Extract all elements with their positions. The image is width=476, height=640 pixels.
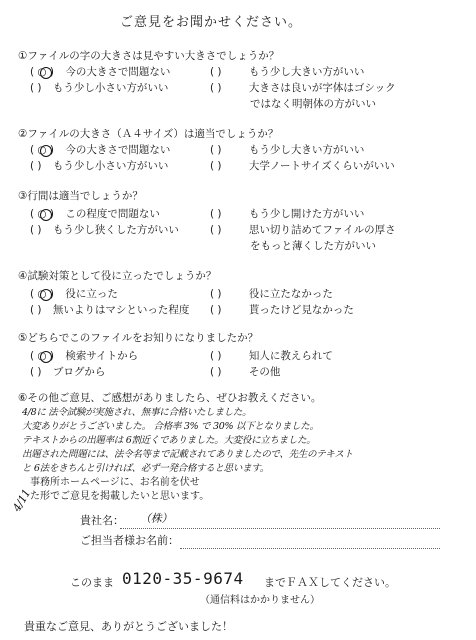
form-title: ご意見をお聞かせください。 xyxy=(120,15,303,30)
handwritten-line-1: 4/8に 法令試験が実施され、無事に合格いたしました。 xyxy=(22,407,252,418)
q3-option-3-box: ( ) xyxy=(30,224,42,236)
q4-option-4-label: 貰ったけど見なかった xyxy=(248,304,354,316)
q2-option-2[interactable] xyxy=(210,144,364,157)
handwritten-line-4: 出題された問題には、法令名等まで記載されてありましたので、先生のテキスト xyxy=(22,449,353,460)
q2-option-4-label: 大学ノートサイズくらいがいい xyxy=(248,160,395,172)
fax-note: （通信料はかかりません） xyxy=(200,595,320,606)
q3-option-2-box: ( ) xyxy=(210,208,222,220)
q3-option-4-line-2: をもっと薄くした方がいい xyxy=(250,240,376,252)
q2-selected-mark xyxy=(40,145,52,157)
thanks: 貴重なご意見、ありがとうございました！ xyxy=(24,620,233,633)
staff-label: ご担当者様お名前： xyxy=(80,534,179,547)
q5-option-4[interactable] xyxy=(210,366,280,379)
q3-selected-mark xyxy=(40,209,52,221)
q4-option-4[interactable] xyxy=(210,304,354,317)
fax-number: 0120-35-9674 xyxy=(122,569,244,588)
question-3: ③行間は適当でしょうか？ xyxy=(18,190,143,202)
q3-option-4[interactable] xyxy=(210,224,396,237)
handwritten-date: 4/11 xyxy=(10,487,34,514)
q5-option-3[interactable] xyxy=(30,366,105,379)
q3-option-3-label: もう少し狭くした方がいい xyxy=(52,224,179,236)
q5-option-3-label: ブログから xyxy=(52,366,106,378)
q4-option-3-label: 無いよりはマシといった程度 xyxy=(52,304,190,316)
q3-option-1-label: この程度で問題ない xyxy=(65,208,160,220)
q5-selected-mark xyxy=(40,351,52,363)
q2-option-3-label: もう少し小さい方がいい xyxy=(52,160,169,172)
question-1: ①ファイルの字の大きさは見やすい大きさでしょうか？ xyxy=(18,50,280,62)
q2-option-1-label: 今の大きさで問題ない xyxy=(65,144,171,156)
q2-option-4[interactable] xyxy=(210,160,395,173)
q3-option-2[interactable] xyxy=(210,208,364,221)
q1-option-2-label: もう少し大きい方がいい xyxy=(248,66,365,78)
q5-option-4-label: その他 xyxy=(248,366,281,378)
q4-option-3-box: ( ) xyxy=(30,304,42,316)
q1-option-3-box: ( ) xyxy=(30,82,42,94)
staff-line xyxy=(180,548,440,549)
q5-option-1-label: 検索サイトから xyxy=(65,350,139,362)
fax-suffix: までＦＡＸしてください。 xyxy=(264,576,396,589)
q1-option-1-box: ( ○ ) xyxy=(30,66,55,78)
q4-selected-mark xyxy=(40,289,52,301)
q4-option-3[interactable] xyxy=(30,304,189,317)
q2-option-1-box: ( ○ ) xyxy=(30,144,55,156)
q4-option-1-box: ( ○ ) xyxy=(30,288,55,300)
q2-option-4-box: ( ) xyxy=(210,160,222,172)
q2-option-3-box: ( ) xyxy=(30,160,42,172)
publication-note-2: た形でご意見を掲載したいと思います。 xyxy=(30,491,210,502)
name-label: 貴社名： xyxy=(80,514,124,527)
q5-option-1-box: ( ○ ) xyxy=(30,350,55,362)
q3-option-4-box: ( ) xyxy=(210,224,222,236)
question-5: ⑤どちらでこのファイルをお知りになりましたか？ xyxy=(18,332,259,344)
q1-option-4-label: 大きさは良いが字体はゴシック xyxy=(248,82,396,94)
q5-option-2-label: 知人に教えられて xyxy=(248,350,333,362)
name-value[interactable]: （株） xyxy=(140,512,173,525)
q5-option-3-box: ( ) xyxy=(30,366,42,378)
name-line xyxy=(120,528,440,529)
question-6: ⑥その他ご意見、ご感想がありましたら、ぜひお教えください。 xyxy=(18,392,322,404)
q4-option-2[interactable] xyxy=(210,288,333,301)
q5-option-2-box: ( ) xyxy=(210,350,222,362)
fax-prefix: このまま xyxy=(70,576,114,589)
q2-option-3[interactable] xyxy=(30,160,168,173)
q3-option-3[interactable] xyxy=(30,224,179,237)
q4-option-2-box: ( ) xyxy=(210,288,222,300)
q5-option-4-box: ( ) xyxy=(210,366,222,378)
q1-option-1-label: 今の大きさで問題ない xyxy=(65,66,171,78)
q5-option-2[interactable] xyxy=(210,350,333,363)
q1-option-4-line-2: ではなく明朝体の方がいい xyxy=(250,98,376,110)
q1-option-3[interactable] xyxy=(30,82,168,95)
q2-option-2-label: もう少し大きい方がいい xyxy=(248,144,365,156)
q4-option-2-label: 役に立たなかった xyxy=(248,288,333,300)
publication-note-1: 事務所ホームページに、お名前を伏せ xyxy=(30,477,200,488)
q3-option-1-box: ( ○ ) xyxy=(30,208,55,220)
q2-option-2-box: ( ) xyxy=(210,144,222,156)
q3-option-2-label: もう少し開けた方がいい xyxy=(248,208,365,220)
question-2: ②ファイルの大きさ（Ａ４サイズ）は適当でしょうか？ xyxy=(18,128,279,140)
handwritten-line-2: 大変ありがとうございました。 合格率 3% で 30% 以下となりました。 xyxy=(22,421,319,432)
q1-option-2[interactable] xyxy=(210,66,364,79)
q4-option-4-box: ( ) xyxy=(210,304,222,316)
q4-option-1-label: 役に立った xyxy=(65,288,118,300)
handwritten-line-3: テキストからの出題率は 6割近くでありました。大変役に立ちました。 xyxy=(22,435,316,446)
q1-option-3-label: もう少し小さい方がいい xyxy=(52,82,169,94)
handwritten-line-5: と 6法をきちんと引ければ、必ず一発合格すると思います。 xyxy=(22,463,269,474)
question-4: ④試験対策として役に立ったでしょうか？ xyxy=(18,270,217,282)
q1-option-4-box: ( ) xyxy=(210,82,222,94)
q3-option-4-label: 思い切り詰めてファイルの厚さ xyxy=(248,224,396,236)
q1-option-2-box: ( ) xyxy=(210,66,222,78)
q1-option-4[interactable] xyxy=(210,82,396,95)
q1-selected-mark xyxy=(40,67,52,79)
